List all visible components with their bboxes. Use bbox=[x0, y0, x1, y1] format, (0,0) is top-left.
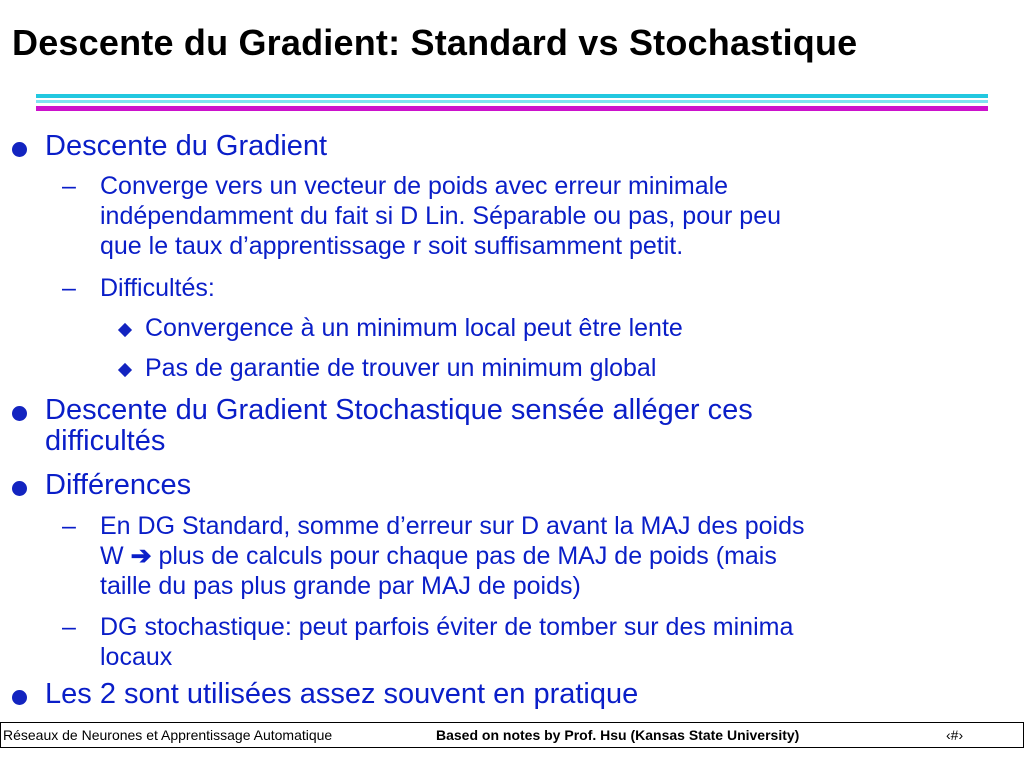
bullet-3-sub-1-line-2-rest: plus de calculs pour chaque pas de MAJ de poids (mais bbox=[158, 542, 777, 570]
footer-slide-number: ‹#› bbox=[946, 727, 964, 743]
sub-bullet-dash-icon: – bbox=[62, 274, 76, 302]
sub-bullet-dash-icon: – bbox=[62, 512, 76, 540]
bullet-2-line-2: difficultés bbox=[45, 425, 166, 457]
bullet-dot-icon bbox=[12, 406, 27, 421]
bullet-3-sub-2-line-1: DG stochastique: peut parfois éviter de tomber sur des minima bbox=[100, 613, 794, 641]
bullet-4-text: Les 2 sont utilisées assez souvent en pratique bbox=[45, 678, 639, 710]
bullet-dot-icon bbox=[12, 481, 27, 496]
title-underline-magenta bbox=[36, 106, 988, 111]
bullet-dot-icon bbox=[12, 690, 27, 705]
slide-title: Descente du Gradient: Standard vs Stochastique bbox=[12, 22, 858, 63]
diamond-bullet-icon bbox=[118, 323, 132, 337]
footer-course-title: Réseaux de Neurones et Apprentissage Automatique bbox=[3, 727, 333, 743]
title-underline-light-cyan bbox=[36, 100, 988, 103]
bullet-1-sub-2-item-1: Convergence à un minimum local peut être lente bbox=[145, 314, 683, 342]
bullet-3-sub-1-line-2 bbox=[100, 541, 777, 571]
bullet-1-sub-2-text: Difficultés: bbox=[100, 274, 215, 302]
bullet-1-sub-1-line-1: Converge vers un vecteur de poids avec erreur minimale bbox=[100, 172, 729, 200]
sub-bullet-dash-icon: – bbox=[62, 172, 76, 200]
footer-credit: Based on notes by Prof. Hsu (Kansas State University) bbox=[436, 727, 800, 743]
bullet-3-sub-1-line-1: En DG Standard, somme d’erreur sur D avant la MAJ des poids bbox=[100, 512, 805, 540]
bullet-1-sub-1-line-2: indépendamment du fait si D Lin. Séparable ou pas, pour peu bbox=[100, 202, 782, 230]
bullet-1-text: Descente du Gradient bbox=[45, 130, 328, 162]
bullet-1-sub-1-line-3: que le taux d’apprentissage r soit suffisamment petit. bbox=[100, 232, 684, 260]
right-arrow-icon: ➔ bbox=[130, 542, 152, 570]
bullet-3-sub-1-line-3: taille du pas plus grande par MAJ de poids) bbox=[100, 572, 581, 600]
bullet-3-text: Différences bbox=[45, 469, 192, 501]
bullet-3-sub-2-line-2: locaux bbox=[100, 643, 173, 671]
weight-symbol: W bbox=[100, 542, 124, 570]
diamond-bullet-icon bbox=[118, 363, 132, 377]
bullet-2-line-1: Descente du Gradient Stochastique sensée alléger ces bbox=[45, 394, 753, 426]
title-underline-cyan bbox=[36, 94, 988, 98]
sub-bullet-dash-icon: – bbox=[62, 613, 76, 641]
slide-footer bbox=[0, 722, 1024, 748]
bullet-1-sub-2-item-2: Pas de garantie de trouver un minimum global bbox=[145, 354, 657, 382]
bullet-dot-icon bbox=[12, 142, 27, 157]
